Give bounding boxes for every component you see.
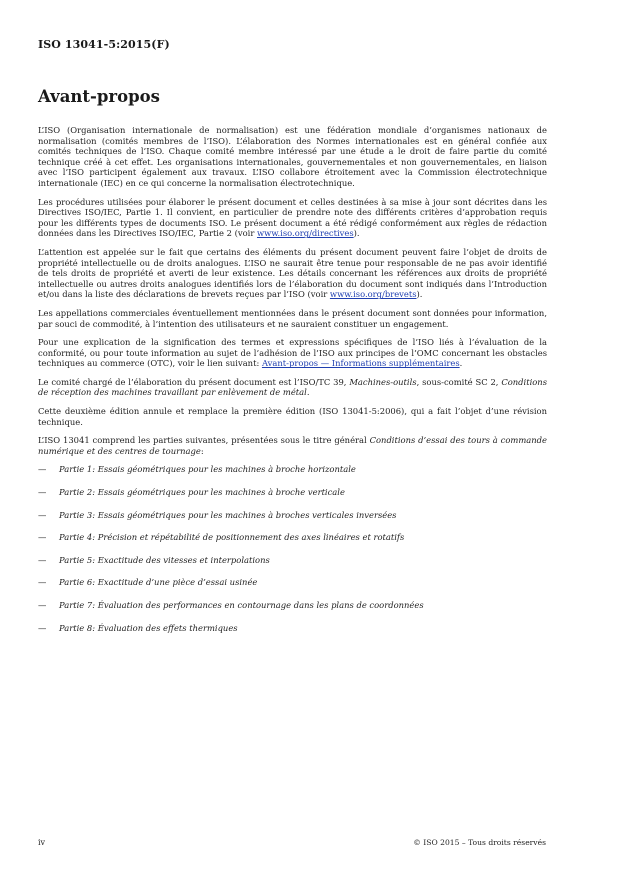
paragraph-committee [38,377,547,398]
paragraph-committee-text-b: , sous-comité SC 2, [416,376,502,387]
paragraph-trade-names: Les appellations commerciales éventuellement mentionnées dans le présent document sont données pour information, par souci de commodité, à l’intention des utilisateurs et ne sauraient constituer un engagement. [38,307,547,329]
dash-marker: — [38,532,47,543]
dash-marker: — [38,622,47,633]
parts-list [38,464,547,633]
paragraph-series-end: : [200,445,204,456]
supplementary-info-link[interactable]: Avant-propos — Informations supplémentaires [261,358,460,369]
list-item-text: Partie 5: Exactitude des vitesses et interpolations [59,554,270,565]
paragraph-procedures [38,197,547,239]
series-general-title: Conditions d’essai des tours à commande numérique et des centres de tournage [38,435,547,456]
list-item-text: Partie 2: Essais géométriques pour les machines à broche verticale [59,487,345,498]
list-item [38,555,547,566]
dash-marker: — [38,554,47,565]
page-number: iv [38,838,46,847]
subcommittee-name: Conditions de réception des machines travaillant par enlèvement de métal [38,376,547,398]
copyright-notice: © ISO 2015 – Tous droits réservés [413,838,546,847]
document-id-header: ISO 13041-5:2015(F) [38,38,170,51]
list-item [38,577,547,588]
list-item [38,600,547,611]
list-item [38,510,547,521]
paragraph-conformity-text: Pour une explication de la signification des termes et expressions spécifiques de l’ISO liés à l’évaluation de la conformité, ou pour toute information au sujet de l’adhésion de l’ISO aux principes de l’OMC concernant les obstacles techniques au commerce (OTC), voir le lien suivant: [38,337,547,369]
paragraph-series-text: L’ISO 13041 comprend les parties suivantes, présentées sous le titre général [38,435,370,446]
dash-marker: — [38,600,47,610]
paragraph-procedures-end: ). [353,228,360,239]
paragraph-conformity-end: . [459,358,463,369]
list-item [38,464,547,475]
list-item-text: Partie 4: Précision et répétabilité de positionnement des axes linéaires et rotatifs [59,532,405,543]
list-item-text: Partie 8: Évaluation des effets thermiques [59,622,238,633]
list-item-text: Partie 7: Évaluation des performances en contournage dans les plans de coordonnées [59,600,424,610]
paragraph-committee-end: . [306,387,310,398]
list-item [38,623,547,634]
list-item-text: Partie 6: Exactitude d’une pièce d’essai usinée [59,577,258,588]
directives-link[interactable]: www.iso.org/directives [256,228,354,239]
list-item [38,532,547,543]
paragraph-procedures-text: Les procédures utilisées pour élaborer le présent document et celles destinées à sa mise à jour sont décrites dans les Directives ISO/IEC, Partie 1. Il convient, en particulier de prendre note des différents critères d’approbation requis pour les différents types de documents ISO. Le présent document a été rédigé conformément aux règles de rédaction données dans les Directives ISO/IEC, Partie 2 (voir [38,196,547,239]
committee-name: Machines-outils [349,376,417,387]
paragraph-iso-organization: L’ISO (Organisation internationale de normalisation) est une fédération mondiale d’organismes nationaux de normalisation (comités membres de l’ISO). L’élaboration des Normes internationales est en général confiée aux comités techniques de l’ISO. Chaque comité membre intéressé par une étude a le droit de faire partie du comité technique créé à cet effet. Les organisations internationales, gouvernementales et non gouvernementales, en liaison avec l’ISO participent également aux travaux. L’ISO collabore étroitement avec la Commission électrotechnique internationale (IEC) en ce qui concerne la normalisation électrotechnique. [38,125,547,188]
list-item [38,487,547,498]
dash-marker: — [38,487,47,498]
dash-marker: — [38,464,47,475]
paragraph-patents [38,247,547,300]
section-title: Avant-propos [38,87,160,106]
list-item-text: Partie 3: Essais géométriques pour les machines à broches verticales inversées [59,509,397,520]
paragraph-patents-text: L’attention est appelée sur le fait que certains des éléments du présent document peuvent faire l’objet de droits de propriété intellectuelle ou de droits analogues. L’ISO ne saurait être tenue pour responsable de ne pas avoir identifié de tels droits de propriété et averti de leur existence. Les détails concernant les références aux droits de propriété intellectuelle ou autres droits analogues identifiés lors de l’élaboration du document sont indiqués dans l’Introduction et/ou dans la liste des déclarations de brevets reçues par l’ISO (voir [38,246,547,300]
paragraph-patents-end: ). [416,289,423,300]
paragraph-edition: Cette deuxième édition annule et remplace la première édition (ISO 13041-5:2006), qui a fait l’objet d’une révision technique. [38,406,547,427]
paragraph-committee-text-a: Le comité chargé de l’élaboration du présent document est l’ISO/TC 39, [38,376,350,387]
patents-link[interactable]: www.iso.org/brevets [329,289,417,300]
paragraph-conformity [38,337,547,369]
list-item-text: Partie 1: Essais géométriques pour les machines à broche horizontale [59,464,356,475]
paragraph-series [38,435,547,456]
dash-marker: — [38,509,47,520]
foreword-body [38,125,547,645]
dash-marker: — [38,577,47,588]
